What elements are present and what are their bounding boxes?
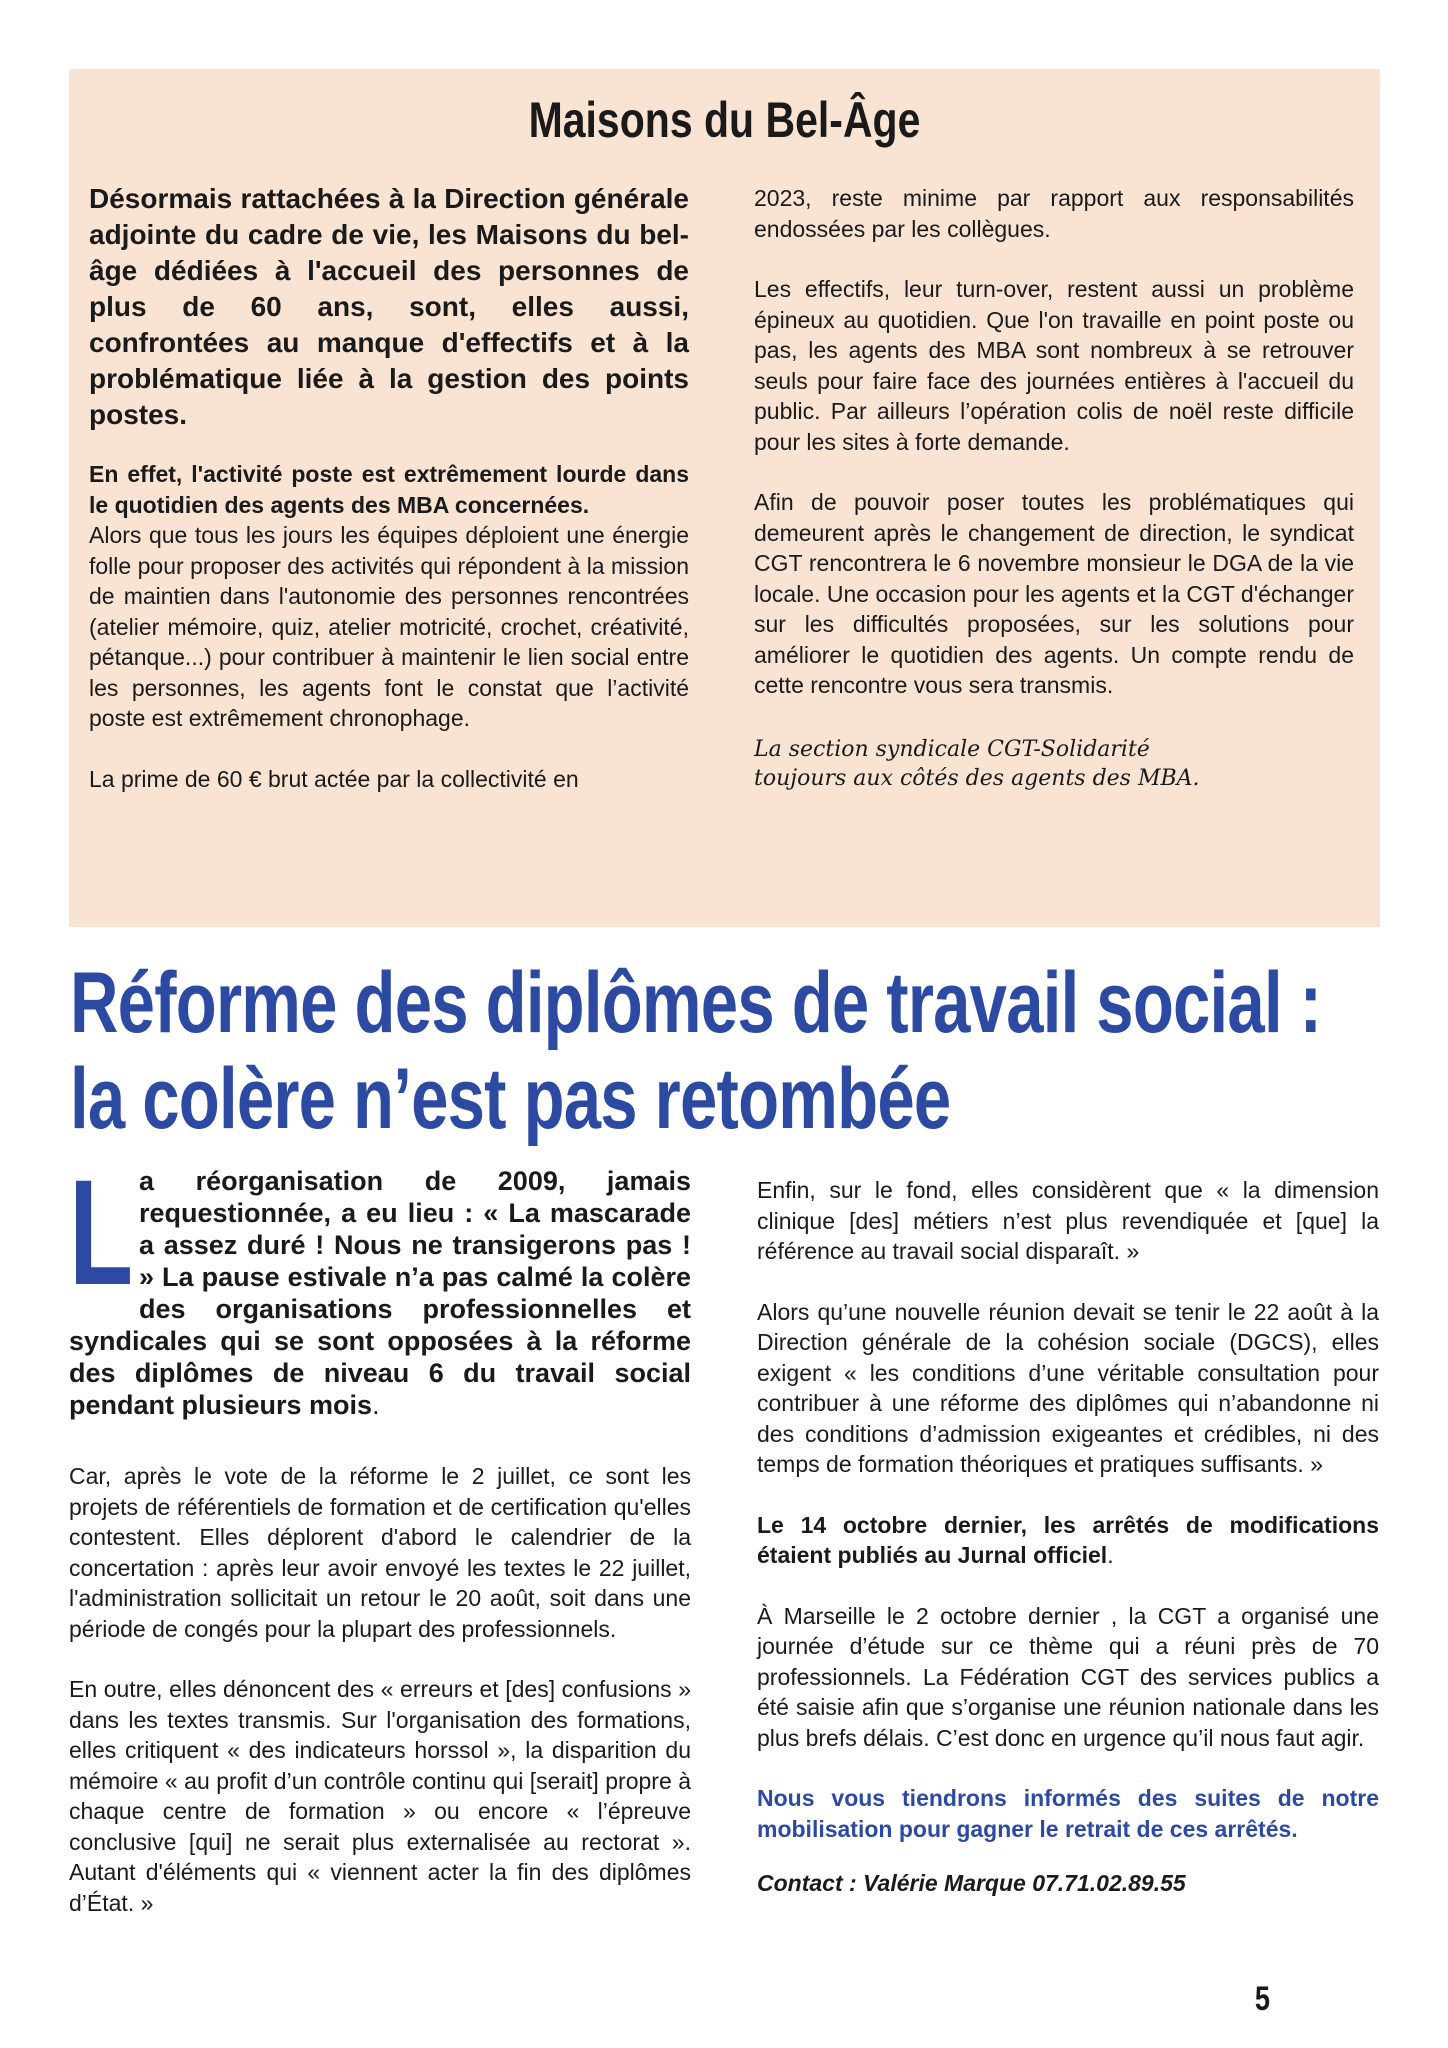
- dropcap: L: [69, 1148, 134, 1316]
- mba-lead: Désormais rattachées à la Direction générale adjointe du cadre de vie, les Maisons du bel-âge dédiées à l'accueil des personnes de plus de 60 ans, sont, elles aussi, confrontées au manque d'effectifs et à la problématique liée à la gestion des points postes.: [89, 183, 689, 430]
- article-p3: Enfin, sur le fond, elles considèrent que « la dimension clinique [des] métiers n’est plus revendiquée et [que] la référence au travail social disparaît. »: [757, 1177, 1379, 1264]
- article-p2: En outre, elles dénoncent des « erreurs et [des] confusions » dans les textes transmis. Sur l'organisation des formations, elles critiquent « des indicateurs horssol », la disparition du mémoire « au profit d’un contrôle continu qui [serait] propre à chaque centre de formation » ou encore « l’épreuve conclusive [qui] ne serait plus externalisée au rectorat ». Autant d'éléments qui « viennent acter la fin des diplômes d’État. »: [69, 1676, 691, 1916]
- mba-p1-bold: En effet, l'activité poste est extrêmement lourde dans le quotidien des agents des MBA concernées.: [89, 461, 689, 518]
- mba-right-column: [754, 183, 1354, 793]
- article-right-column: [757, 1175, 1379, 1897]
- mba-p2-right: 2023, reste minime par rapport aux responsabilités endossées par les collègues.: [754, 185, 1354, 242]
- mba-box: [69, 69, 1380, 927]
- headline-line1: Réforme des diplômes de travail social :: [70, 955, 1322, 1051]
- mba-p1-text: Alors que tous les jours les équipes déploient une énergie folle pour proposer des activités qui répondent à la mission de maintien dans l'autonomie des personnes rencontrées (atelier mémoire, quiz, atelier motricité, crochet, créativité, pétanque...) pour contribuer à maintenir le lien social entre les personnes, les agents font le constat que l’activité poste est extrêmement chronophage.: [89, 522, 689, 731]
- mba-title: Maisons du Bel-Âge: [528, 92, 921, 148]
- article-p6: À Marseille le 2 octobre dernier , la CGT a organisé une journée d’étude sur ce thème qui a réuni près de 70 professionnels. La Fédération CGT des services publics a été saisie afin que s’organise une réunion nationale dans les plus brefs délais. C’est donc en urgence qu’il nous faut agir.: [757, 1602, 1379, 1751]
- intro-bold: a réorganisation de 2009, jamais requestionnée, a eu lieu : « La mascarade a assez duré ! Nous ne transigerons pas ! » La pause estivale n’a pas calmé la colère des organisations professionnelles et syndicales qui se sont opposées à la réforme des diplômes de niveau 6 du travail social pendant plusieurs mois: [69, 1166, 691, 1420]
- article-headline: [70, 955, 1322, 1147]
- p5-bold: Le 14 octobre dernier, les arrêtés de modifications étaient publiés au Jurnal officiel: [757, 1511, 1379, 1568]
- p5-end: .: [1107, 1542, 1114, 1568]
- page-number: 5: [1254, 1980, 1271, 2018]
- mba-p2-left: La prime de 60 € brut actée par la collectivité en: [89, 765, 579, 792]
- mba-p4: Afin de pouvoir poser toutes les problématiques qui demeurent après le changement de direction, le syndicat CGT rencontrera le 6 novembre monsieur le DGA de la vie locale. Une occasion pour les agents et la CGT d'échanger sur les difficultés proposées, sur les solutions pour améliorer le quotidien des agents. Un compte rendu de cette rencontre vous sera transmis.: [754, 489, 1354, 698]
- mba-signature-line1: La section syndicale CGT-Solidarité: [754, 736, 1150, 762]
- mba-signature-line2: toujours aux côtés des agents des MBA.: [754, 765, 1200, 791]
- mba-p3: Les effectifs, leur turn-over, restent aussi un problème épineux au quotidien. Que l'on travaille en point poste ou pas, les agents des MBA sont nombreux à se retrouver seuls pour faire face des journées entières à l'accueil du public. Par ailleurs l’opération colis de noël reste difficile pour les sites à forte demande.: [754, 276, 1354, 455]
- article-left-column: [69, 1148, 691, 1918]
- contact-line: Contact : Valérie Marque 07.71.02.89.55: [757, 1870, 1186, 1896]
- article-p4: Alors qu’une nouvelle réunion devait se tenir le 22 août à la Direction générale de la cohésion sociale (DGCS), elles exigent « les conditions d’une véritable consultation pour contribuer à une réforme des diplômes qui n’abandonne ni des conditions d’admission exigeantes et crédibles, ni des temps de formation théoriques et pratiques suffisants. »: [757, 1298, 1379, 1477]
- article-intro: [69, 1148, 691, 1421]
- article-p5: [757, 1510, 1379, 1571]
- article-p1: Car, après le vote de la réforme le 2 juillet, ce sont les projets de référentiels de formation et de certification qu'elles contestent. Elles déplorent d'abord le calendrier de la concertation : après leur avoir envoyé les textes le 22 juillet, l'administration sollicitait un retour le 20 août, soit dans une période de congés pour la plupart des professionnels.: [69, 1463, 691, 1642]
- article-p7: Nous vous tiendrons informés des suites de notre mobilisation pour gagner le retrait de ces arrêtés.: [757, 1785, 1379, 1842]
- intro-end: .: [372, 1390, 380, 1420]
- headline-line2: la colère n’est pas retombée: [70, 1051, 951, 1147]
- mba-left-column: [89, 181, 689, 794]
